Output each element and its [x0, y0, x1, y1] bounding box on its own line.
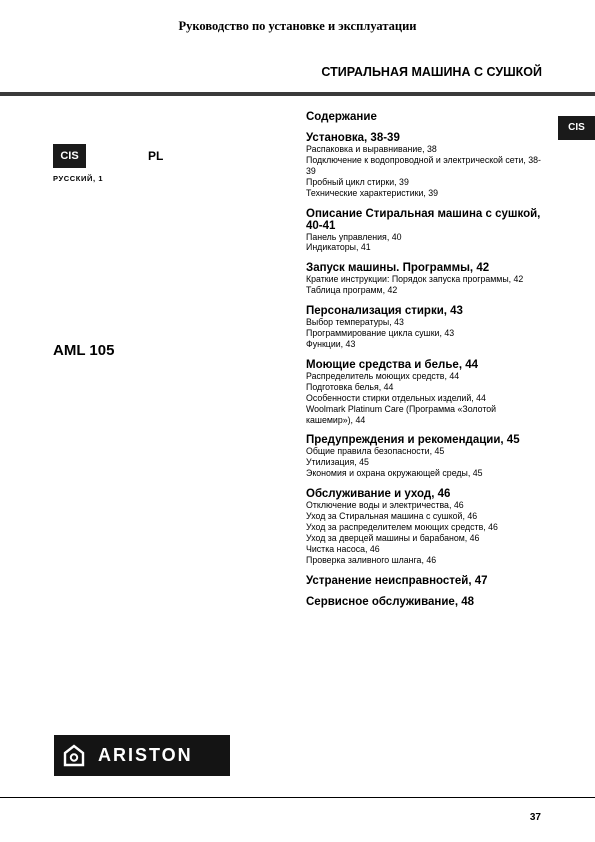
toc-item: Отключение воды и электричества, 46: [306, 500, 464, 511]
toc-section: [306, 596, 544, 608]
toc-item: Уход за Стиральная машина с сушкой, 46: [306, 511, 478, 522]
language-label-russian: РУССКИЙ, 1: [53, 174, 104, 183]
header-title: Руководство по установке и эксплуатации: [178, 19, 417, 33]
toc-item: Woolmark Platinum Care (Программа «Золотой кашемир»), 44: [306, 403, 497, 425]
bottom-divider: [0, 797, 595, 798]
toc-title: Содержание: [306, 111, 377, 123]
toc-section-heading: Моющие средства и белье, 44: [306, 358, 479, 371]
toc-section: [306, 359, 544, 426]
toc-section-heading: Устранение неисправностей, 47: [306, 574, 488, 587]
toc-section-heading: Запуск машины. Программы, 42: [306, 262, 490, 275]
toc-item: Панель управления, 40: [306, 231, 402, 242]
toc-item: Особенности стирки отдельных изделий, 44: [306, 392, 486, 403]
toc-item: Программирование цикла сушки, 43: [306, 328, 455, 339]
toc-item: Пробный цикл стирки, 39: [306, 176, 409, 187]
toc-item: Технические характеристики, 39: [306, 187, 439, 198]
top-divider: [0, 92, 595, 96]
toc-section: [306, 434, 544, 479]
page-number: 37: [529, 812, 541, 823]
toc-section: [306, 488, 544, 565]
toc-item: Индикаторы, 41: [306, 242, 371, 253]
toc-item: Уход за дверцей машины и барабаном, 46: [306, 532, 480, 543]
toc-item: Подключение к водопроводной и электрической сети, 38-39: [306, 154, 541, 176]
toc-section-heading: Описание Стиральная машина с сушкой, 40-41: [306, 207, 541, 232]
toc-section-heading: Персонализация стирки, 43: [306, 305, 463, 318]
table-of-contents: [306, 111, 544, 617]
toc-item: Функции, 43: [306, 338, 356, 349]
ariston-house-icon: [62, 744, 86, 767]
toc-item: Таблица программ, 42: [306, 285, 398, 296]
logo-text: ARISTON: [98, 745, 193, 765]
toc-item: Проверка заливного шланга, 46: [306, 554, 437, 565]
toc-section-heading: Обслуживание и уход, 46: [306, 488, 451, 501]
toc-section: [306, 305, 544, 350]
toc-item: Распределитель моющих средств, 44: [306, 370, 460, 381]
toc-item: Экономия и охрана окружающей среды, 45: [306, 468, 483, 479]
toc-section-heading: Установка, 38-39: [306, 132, 400, 144]
toc-item: Выбор температуры, 43: [306, 317, 404, 328]
toc-item: Распаковка и выравнивание, 38: [306, 144, 437, 154]
toc-item: Уход за распределителем моющих средств, 46: [306, 521, 498, 532]
toc-section: [306, 262, 544, 296]
toc-item: Общие правила безопасности, 45: [306, 446, 445, 457]
toc-section: [306, 132, 544, 199]
language-label-pl: PL: [148, 149, 164, 163]
side-language-tab: CIS: [558, 116, 595, 140]
toc-item: Чистка насоса, 46: [306, 543, 380, 554]
toc-section-heading: Сервисное обслуживание, 48: [306, 595, 475, 608]
toc-sections: [306, 132, 544, 608]
toc-section: [306, 575, 544, 587]
product-title: СТИРАЛЬНАЯ МАШИНА С СУШКОЙ: [321, 65, 542, 79]
toc-item: Краткие инструкции: Порядок запуска программы, 42: [306, 274, 524, 285]
toc-section: [306, 208, 544, 254]
language-badge-cis: CIS: [53, 144, 86, 168]
toc-item: Подготовка белья, 44: [306, 381, 394, 392]
ariston-logo: [54, 735, 230, 776]
model-name: AML 105: [53, 342, 115, 359]
toc-section-heading: Предупреждения и рекомендации, 45: [306, 434, 520, 447]
toc-item: Утилизация, 45: [306, 457, 369, 468]
